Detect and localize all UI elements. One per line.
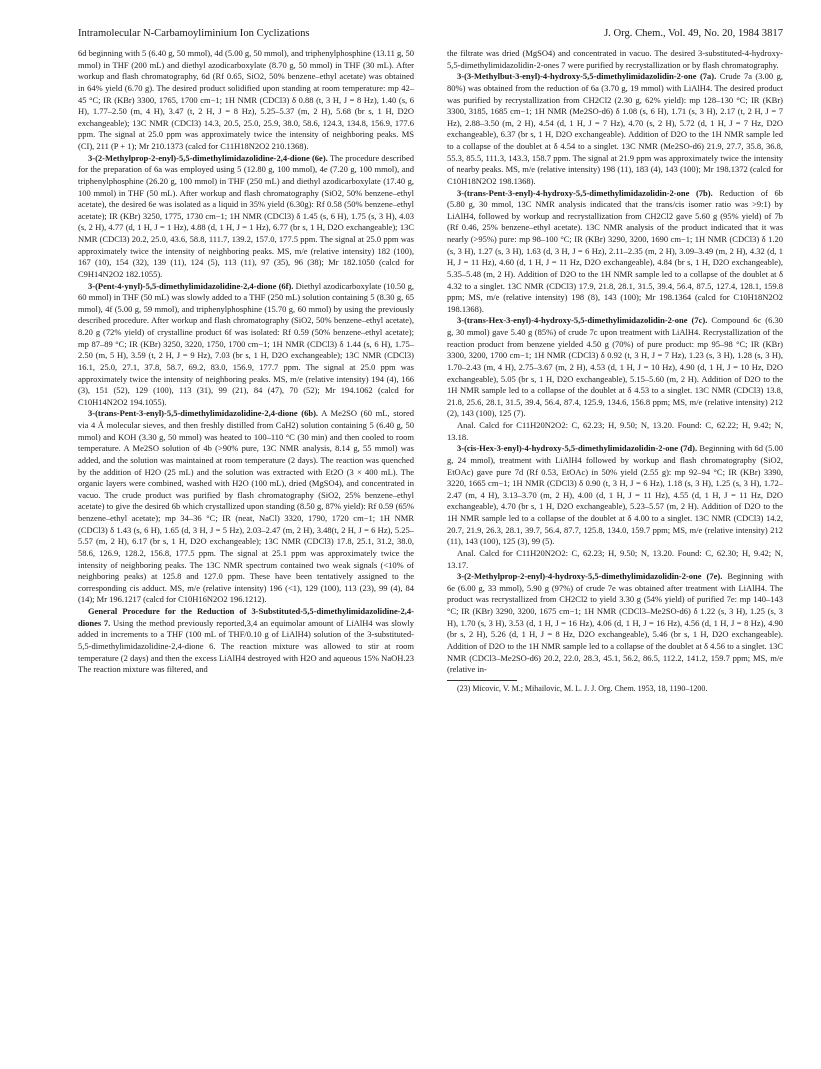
paragraph — [78, 153, 414, 281]
compound-heading: 3-(Pent-4-ynyl)-5,5-dimethylimidazolidine-2,4-dione (6f). — [88, 280, 294, 291]
paragraph: the filtrate was dried (MgSO4) and concentrated in vacuo. The desired 3-substituted-4-hydroxy-5,5-dimethylimidazolidin-2-ones 7 were purified by recrystallization or by flash chromatography. — [447, 48, 783, 70]
body-columns — [78, 48, 783, 1058]
running-title: Intramolecular N-Carbamoyliminium Ion Cyclizations — [78, 28, 310, 39]
journal-citation: J. Org. Chem., Vol. 49, No. 20, 1984 3817 — [604, 28, 783, 39]
paragraph — [447, 71, 783, 187]
compound-heading: 3-(3-Methylbut-3-enyl)-4-hydroxy-5,5-dimethylimidazolidin-2-one (7a). — [457, 71, 717, 82]
paragraph — [78, 408, 414, 606]
compound-heading: 3-(trans-Pent-3-enyl)-5,5-dimethylimidazolidine-2,4-dione (6b). — [88, 408, 319, 419]
left-column — [78, 48, 414, 1058]
paragraph — [447, 443, 783, 548]
compound-heading: 3-(cis-Hex-3-enyl)-4-hydroxy-5,5-dimethylimidazolidin-2-one (7d). — [457, 443, 698, 454]
footnote: (23) Micovic, V. M.; Mihailovic, M. L. J. J. Org. Chem. 1953, 18, 1190–1200. — [457, 683, 708, 693]
paragraph: 6d beginning with 5 (6.40 g, 50 mmol), 4d (5.00 g, 50 mmol), and triphenylphosphine (13.11 g, 50 mmol) in THF (200 mL) and diethyl azodicarboxylate (8.70 g, 50 mmol) in THF (30 mL). After workup and flash chromatography, 6d (Rf 0.65, SiO2, 50% benzene–ethyl acetate) was obtained in 64% yield (6.70 g). The desired product solidified upon standing at room temperature: mp 42–45 °C; IR (KBr) 3300, 1765, 1700 cm−1; 1H NMR (CDCl3) δ 0.88 (t, 3 H, J = 8 Hz), 1.40 (s, 6 H), 1.77–2.50 (m, 4 H), 3.47 (t, 2 H, J = 8 Hz), 5.25–5.37 (m, 2 H), 5.68 (br s, 1 H, D2O exchangeable); 13C NMR (CDCl3) 14.3, 20.5, 25.0, 25.9, 38.0, 58.6, 124.3, 134.8, 156.9, 177.6 ppm. The signal at 25.0 ppm was approximately twice the intensity of neighboring peaks. MS (CI), 211 (P + 1); Mr 210.1373 (calcd for C11H18N2O2 210.1368). — [78, 48, 414, 151]
footnote-divider — [447, 680, 517, 681]
analysis-line: Anal. Calcd for C11H20N2O2: C, 62.23; H, 9.50; N, 13.20. Found: C, 62.22; H, 9.42; N, 13.18. — [447, 420, 783, 442]
paragraph-body: Diethyl azodicarboxylate (10.50 g, 60 mmol) in THF (50 mL) was slowly added to a THF (250 mL) solution containing 5 (8.30 g, 65 mmol), 4f (5.00 g, 59 mmol), and triphenylphosphine (15.70 g, 60 mmol) by using the previously described procedure. After workup and flash chromatography (SiO2, 50% benzene–ethyl acetate), 8.20 g (72% yield) of crystalline product 6f was isolated: Rf 0.59 (50% benzene–ethyl acetate); mp 87–89 °C; IR (KBr) 3250, 3220, 1750, 1700 cm−1; 1H NMR (CDCl3) δ 1.44 (s, 6 H), 1.75–2.50 (m, 5 H), 3.59 (t, 2 H, J = 9 Hz), 7.03 (br s, 1 H, D2O exchangeable); 13C NMR (CDCl3) 16.1, 25.0, 27.1, 37.8, 58.7, 69.2, 83.0, 156.9, 177.7 ppm. The signal at 25.0 ppm was approximately twice the intensity of neighboring peaks. MS, m/e (relative intensity) 194 (4), 166 (3), 151 (52), 129 (100), 113 (31), 99 (21), 84 (47), 70 (52); Mr 194.1062 (calcd for C10H14N2O2 194.1055). — [78, 280, 414, 407]
right-column — [447, 48, 783, 1058]
paragraph-body: Using the method previously reported,3,4 an equimolar amount of LiAlH4 was slowly added in increments to a THF (100 mL of THF/0.10 g of LiAlH4) solution of the 3-substituted-5,5-dimethylimidazolidine-2,4-dione 6. The reaction mixture was allowed to stir at room temperature (2 days) and then the excess LiAlH4 destroyed with H2O and aqueous 15% NaOH.23 The reaction mixture was filtered, and — [78, 617, 414, 675]
paragraph — [447, 571, 783, 676]
paragraph-body: Beginning with 6d (5.00 g, 24 mmol), treatment with LiAlH4 followed by workup and flash chromatography (SiO2, EtOAc) gave pure 7d (Rf 0.53, EtOAc) in 50% yield (2.55 g): mp 92–94 °C; IR (KBr) 3390, 3220, 1665 cm−1; 1H NMR (CDCl3) δ 0.90 (t, 3 H, J = 6 Hz), 1.18 (s, 3 H), 1.25 (s, 3 H), 1.72–2.47 (m, 4 H), 3.13–3.70 (m, 2 H), 4.00 (d, 1 H, J = 11 Hz), 4.55 (d, 1 H, J = 11 Hz, D2O exchangeable), 4.70 (br s, 1 H, D2O exchangeable), 5.23–5.57 (m, 2 H). Addition of D2O to the 1H NMR sample led to a collapse of the doublet at δ 4.00 to a singlet. 13C NMR (CDCl3) 14.2, 20.7, 21.9, 26.3, 28.1, 39.7, 56.4, 87.7, 125.8, 134.0, 159.7 ppm; MS, m/e (relative intensity) 212 (11), 143 (100), 125 (3), 99 (5). — [447, 443, 783, 547]
paragraph-body: The procedure described for the preparation of 6a was employed using 5 (12.80 g, 100 mmol), 4e (7.20 g, 100 mmol), and triphenylphosphine (26.20 g, 100 mmol) in THF (250 mL) and diethyl azodicarboxylate (17.40 g, 100 mmol) in THF (50 mL). After workup and flash chromatography (SiO2, 50% benzene–ethyl acetate), the desired 6e was isolated as a liquid in 35% yield (6.30g): Rf 0.58 (50% benzene–ethyl acetate); IR (KBr) 3250, 1775, 1730 cm−1; 1H NMR (CDCl3) δ 1.45 (s, 6 H), 1.75 (s, 3 H), 4.03 (s, 2 H), 4.77 (d, 1 H, J = 1 Hz), 4.88 (d, 1 H, J = 1 Hz), 6.77 (br s, 1 H, D2O exchangeable); 13C NMR (CDCl3) 20.2, 25.0, 43.6, 58.8, 111.7, 139.2, 157.0, 177.5 ppm. The signal at 25.0 ppm was approximately twice the intensity of neighboring peaks. MS, m/e (relative intensity) 182 (100), 167 (10), 154 (32), 139 (11), 124 (5), 113 (11), 97 (35), 96 (38); Mr 182.1050 (calcd for C9H14N2O2 182.1055). — [78, 152, 414, 279]
section-heading: General Procedure for the Reduction of 3-Substituted-5,5-dimethylimidazolidine-2,4-diones 7. — [78, 606, 414, 628]
paragraph-body: Compound 6c (6.30 g, 30 mmol) gave 5.40 g (85%) of crude 7c upon treatment with LiAlH4. Recrystallization of the reaction product from benzene yielded 4.50 g (70%) of pure product: mp 95–98 °C; IR (KBr) 3300, 3200, 1700 cm−1; 1H NMR (CDCl3) δ 0.92 (t, 3 H, J = 7 Hz), 1.23 (s, 3 H), 1.28 (s, 3 H), 1.70–2.43 (m, 4 H), 2.75–3.67 (m, 2 H), 4.53 (d, 1 H, J = 10 Hz), 4.90 (d, 1 H, J = 10 Hz, D2O exchangeable), 5.05 (br s, 1 H, D2O exchangeable), 5.15–5.60 (m, 2 H). Addition of D2O to the 1H NMR sample led to a collapse of the doublet at δ 4.53 to a singlet. 13C NMR (CDCl3) 13.8, 21.8, 25.6, 28.1, 31.5, 39.4, 56.4, 87.4, 125.9, 134.6, 156.8 ppm; MS, m/e (relative intensity) 212 (2), 143 (100), 125 (7). — [447, 315, 783, 419]
compound-heading: 3-(2-Methylprop-2-enyl)-4-hydroxy-5,5-dimethylimidazolidin-2-one (7e). — [457, 571, 723, 582]
compound-heading: 3-(2-Methylprop-2-enyl)-5,5-dimethylimidazolidine-2,4-dione (6e). — [88, 152, 328, 163]
paragraph-body: Beginning with 6e (6.00 g, 33 mmol), 5.90 g (97%) of crude 7e was obtained after treatment with LiAlH4. The product was recrystallized from CH2Cl2 to yield 3.30 g (54% yield) of purified 7e: mp 140–143 °C; IR (KBr) 3290, 3200, 1675 cm−1; 1H NMR (CDCl3–Me2SO-d6) δ 1.22 (s, 3 H), 1.25 (s, 3 H), 1.70 (s, 3 H), 3.53 (d, 1 H, J = 16 Hz), 4.06 (d, 1 H, J = 16 Hz), 4.56 (d, 1 H, J = 8 Hz), 4.90 (br s, 2 H), 5.26 (d, 1 H, J = 8 Hz, D2O exchangeable), 5.46 (br s, 1 H, D2O exchangeable). Addition of D2O to the 1H NMR sample led to a collapse of the doublet at δ 4.56 to a singlet. 13C NMR (CDCl3–Me2SO-d6) 20.2, 22.0, 28.3, 45.1, 56.2, 86.5, 112.2, 141.2, 159.7 ppm; MS, m/e (relative in- — [447, 571, 783, 675]
paragraph — [78, 606, 414, 676]
paragraph-body: A Me2SO (60 mL, stored via 4 Å molecular sieves, and then freshly distilled from CaH2) solution containing 5 (6.40 g, 50 mmol) and KOH (3.30 g, 50 mmol) was heated to 100–110 °C (30 min) and then cooled to room temperature. A Me2SO solution of 4b (>90% pure, 13C NMR analysis, 8.14 g, 55 mmol) was added, and the solution was maintained at room temperature (2 days). The reaction was quenched by the addition of H2O (25 mL) and the solution was extracted with Et2O (3 × 400 mL). The organic layers were combined, washed with H2O (100 mL), dried (MgSO4), and concentrated in vacuo. The crude product was purified by flash chromatography (SiO2, 25% benzene–ethyl acetate) to give the desired 6b which crystallized upon standing (8.50 g, 87% yield): Rf 0.59 (65% benzene–ethyl acetate); mp 34–36 °C; IR (neat, NaCl) 3320, 1790, 1720 cm−1; 1H NMR (CDCl3) δ 1.43 (s, 6 H), 1.65 (d, 3 H, J = 5 Hz), 2.03–2.47 (m, 2 H), 3.48(t, 2 H, J = 6 Hz), 5.25–5.57 (m, 2 H), 6.17 (br s, 1 H, D2O exchangeable); 13C NMR (CDCl3) 17.8, 25.1, 31.2, 38.0, 58.6, 126.9, 128.2, 156.8, 177.5 ppm. The signal at 25.1 ppm was approximately twice the intensity of neighboring peaks. The 13C NMR spectrum contained two weak signals (<10% of neighboring peaks) at 125.8 and 127.0 ppm. These have been tentatively assigned to the corresponding cis adduct. MS, m/e (relative intensity) 196 (<1), 129 (100), 113 (23), 99 (4), 84 (14); Mr 196.1217 (calcd for C10H16N2O2 196.1212). — [78, 408, 414, 605]
paragraph-body: Reduction of 6b (5.80 g, 30 mmol, 13C NMR analysis indicated that the trans/cis isomer ratio was >9:1) by LiAlH4, followed by workup and recrystallization from CH2Cl2 gave 5.60 g (95% yield) of 7b (Rf 0.46, 25% benzene–ethyl acetate). 13C NMR analysis of the product indicated that it was nearly (>95%) pure: mp 98–100 °C; IR (KBr) 3290, 3200, 1690 cm−1; 1H NMR (CDCl3) δ 1.20 (s, 3 H), 1.27 (s, 3 H), 1.63 (d, 3 H, J = 6 Hz), 2.11–2.35 (m, 2 H), 3.09–3.49 (m, 2 H), 4.32 (d, 1 H, J = 11 Hz), 4.60 (d, 1 H, J = 11 Hz, D2O exchangeable), 4.84 (br s, 1 H, D2O exchangeable), 5.35–5.48 (m, 2 H). Addition of D2O to the 1H NMR sample led to a collapse of the doublet at δ 4.32 to a singlet. 13C NMR (CDCl3) 17.9, 21.8, 28.1, 31.5, 39.4, 56.4, 87.5, 127.4, 128.1, 159.8 ppm; MS, m/e (relative intensity) 198 (8), 143 (100); Mr 198.1364 (calcd for C10H18N2O2 198.1368). — [447, 187, 783, 314]
compound-heading: 3-(trans-Hex-3-enyl)-4-hydroxy-5,5-dimethylimidazolidin-2-one (7c). — [457, 315, 708, 326]
running-header — [78, 26, 783, 42]
compound-heading: 3-(trans-Pent-3-enyl)-4-hydroxy-5,5-dimethylimidazolidin-2-one (7b). — [457, 187, 713, 198]
paragraph — [447, 315, 783, 420]
analysis-line: Anal. Calcd for C11H20N2O2: C, 62.23; H, 9.50; N, 13.20. Found: C, 62.30; H, 9.42; N, 13.17. — [447, 547, 783, 570]
paragraph-body: Crude 7a (3.00 g, 80%) was obtained from the reduction of 6a (3.70 g, 19 mmol) with LiAlH4. The desired product was purified by recrystallization from CH2Cl2 (2.30 g, 62% yield): mp 128–130 °C; IR (KBr) 3300, 3185, 1685 cm−1; 1H NMR (Me2SO-d6) δ 1.08 (s, 6 H), 1.71 (s, 3 H), 2.17 (t, 2 H, J = 7 Hz), 2.88–3.50 (m, 2 H), 4.54 (d, 1 H, J = 7 Hz), 4.70 (s, 2 H), 5.72 (d, 1 H, J = 7 Hz, D2O exchangeable), 6.37 (br s, 1 H, D2O exchangeable). Addition of D2O to the 1H NMR sample led to a collapse of the doublet at δ 4.54 to a singlet. 13C NMR (Me2SO-d6) 21.9, 27.7, 35.8, 36.8, 55.3, 85.5, 111.3, 143.3, 158.7 ppm. The signal at 21.9 ppm was approximately twice the intensity of nearby peaks. MS, m/e (relative intensity) 198 (11), 183 (4), 143 (100); Mr 198.1372 (calcd for C10H18N2O2 198.1368). — [447, 71, 783, 186]
paragraph — [447, 188, 783, 316]
paragraph — [78, 281, 414, 409]
